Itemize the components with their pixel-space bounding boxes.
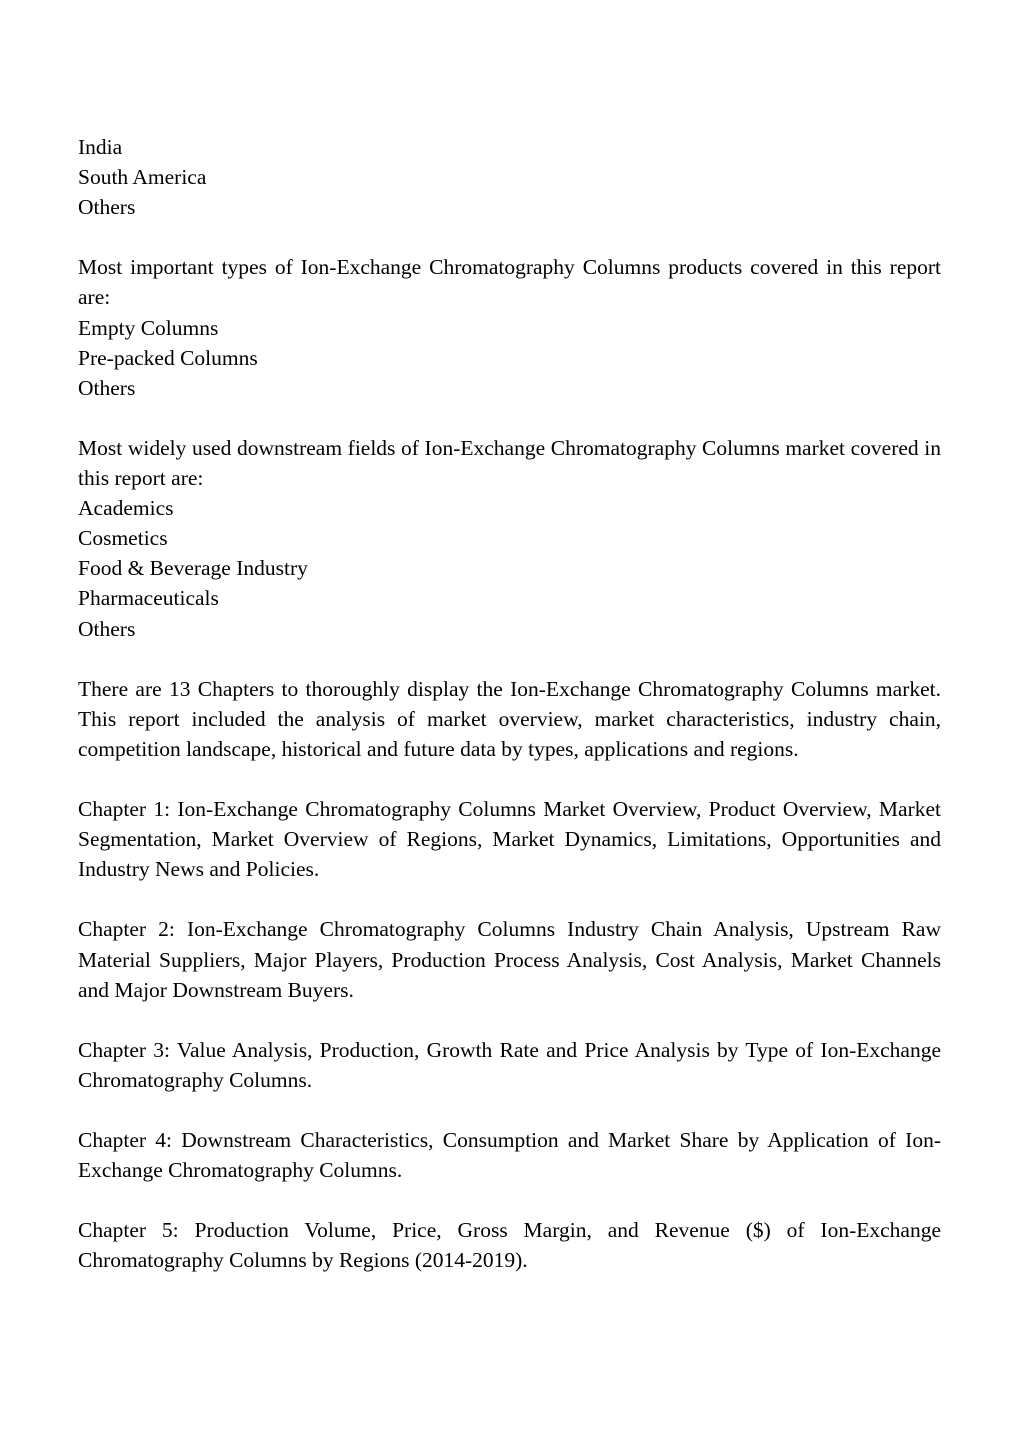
fields-intro-paragraph: Most widely used downstream fields of Ion-Exchange Chromatography Columns market covered in this report are: — [78, 435, 941, 491]
list-item: Food & Beverage Industry — [78, 556, 308, 581]
types-list — [78, 313, 941, 403]
list-item: Others — [78, 616, 136, 641]
list-item: Others — [78, 195, 136, 220]
fields-list — [78, 493, 941, 643]
list-item: Empty Columns — [78, 315, 219, 340]
regions-list — [78, 132, 941, 222]
list-item: South America — [78, 165, 207, 190]
chapter-5-paragraph: Chapter 5: Production Volume, Price, Gross Margin, and Revenue ($) of Ion-Exchange Chromatography Columns by Regions (2014-2019). — [78, 1218, 941, 1273]
chapter-3-paragraph: Chapter 3: Value Analysis, Production, Growth Rate and Price Analysis by Type of Ion-Exchange Chromatography Columns. — [78, 1037, 941, 1092]
list-item: Pharmaceuticals — [78, 586, 219, 611]
chapters-intro-paragraph: There are 13 Chapters to thoroughly display the Ion-Exchange Chromatography Columns market. This report included the analysis of market overview, market characteristics, industry chain, competition landscape, historical and future data by types, applications and regions. — [78, 676, 941, 761]
list-item: Cosmetics — [78, 526, 168, 551]
list-item: India — [78, 135, 123, 159]
list-item: Academics — [78, 496, 174, 521]
chapter-4-paragraph: Chapter 4: Downstream Characteristics, Consumption and Market Share by Application of Ion-Exchange Chromatography Columns. — [78, 1128, 941, 1183]
document-body — [78, 132, 941, 1276]
list-item: Others — [78, 375, 136, 400]
chapter-2-paragraph: Chapter 2: Ion-Exchange Chromatography Columns Industry Chain Analysis, Upstream Raw Material Suppliers, Major Players, Production Process Analysis, Cost Analysis, Market Channels and Major Downstream Buyers. — [78, 917, 941, 1002]
chapter-1-paragraph: Chapter 1: Ion-Exchange Chromatography Columns Market Overview, Product Overview, Market Segmentation, Market Overview of Regions, Market Dynamics, Limitations, Opportunities and Industry News and Policies. — [78, 797, 941, 882]
list-item: Pre-packed Columns — [78, 345, 258, 370]
types-intro-paragraph: Most important types of Ion-Exchange Chromatography Columns products covered in this report are: — [78, 255, 941, 310]
